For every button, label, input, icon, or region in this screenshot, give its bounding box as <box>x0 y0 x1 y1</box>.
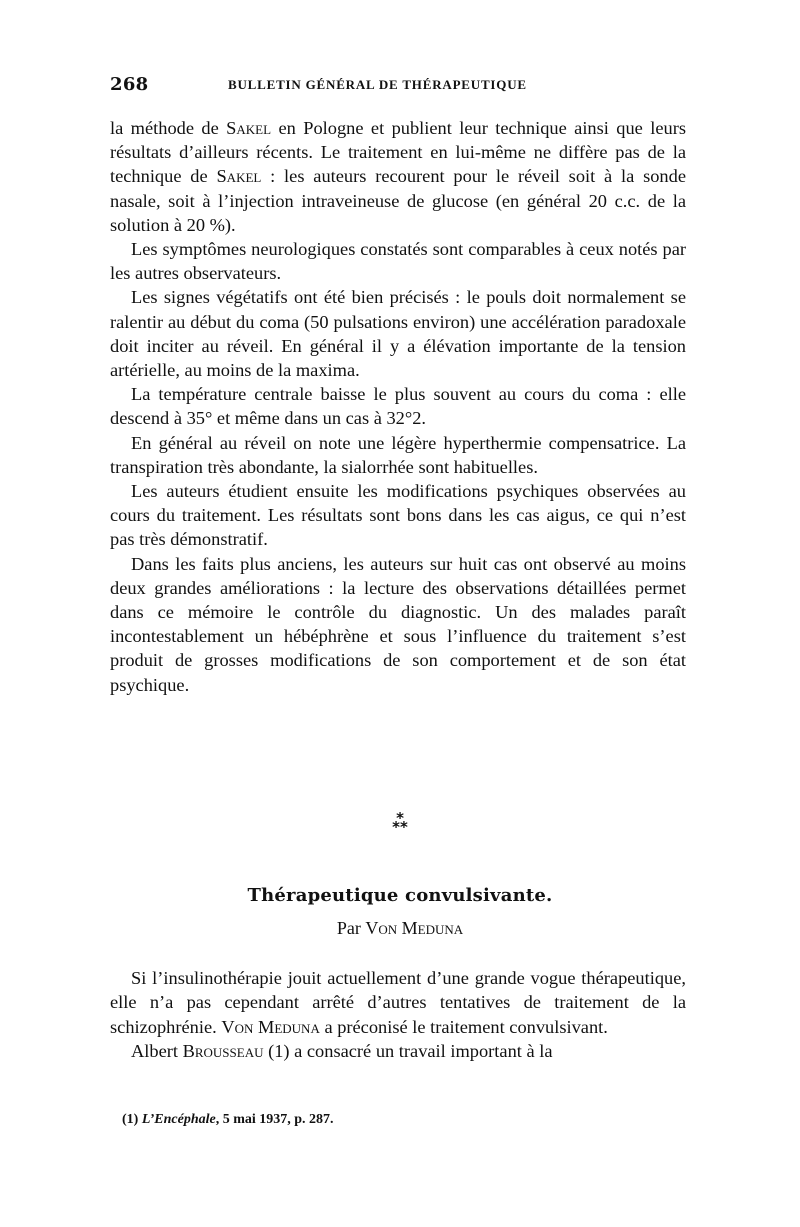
text-span: Albert <box>131 1041 183 1062</box>
section-title: Thérapeutique convulsivante. <box>247 885 553 906</box>
article-body <box>110 116 686 697</box>
author-name: Sakel <box>216 166 262 187</box>
paragraph-5: En général au réveil on note une légère hyperthermie compensatrice. La transpiration très abondante, la sialorrhée sont habituelles. <box>110 432 686 477</box>
footnote-citation: , 5 mai 1937, p. 287. <box>215 1112 334 1127</box>
byline <box>0 918 800 939</box>
author-name: Von Meduna <box>221 1016 320 1037</box>
text-span: la méthode de <box>110 118 227 138</box>
section-body <box>110 966 686 1064</box>
footnote-source: L’Encéphale <box>141 1112 216 1127</box>
text-span: : les auteurs recourent pour le réveil soit à la sonde nasale, soit à l’injection intraveineuse de glucose (en général 20 c.c. de la solution à 20 %). <box>110 166 686 235</box>
paragraph-1 <box>110 116 686 237</box>
byline-author: Von Meduna <box>365 918 464 938</box>
text-span: a préconisé le traitement convulsivant. <box>319 1016 608 1037</box>
text-span: Si l’insulinothérapie jouit actuellement d’une grande vogue thérapeutique, elle n’a pas cependant arrêté d’autres tentatives de traitement de la schizophrénie. <box>110 968 686 1037</box>
paragraph-3: Les signes végétatifs ont été bien précisés : le pouls doit normalement se ralentir au début du coma (50 pulsations environ) une accélération paradoxale doit inciter au réveil. En général il y a élévation importante de la tension artérielle, au moins de la maxima. <box>110 287 686 381</box>
author-name: Brousseau <box>182 1041 264 1062</box>
page-header <box>110 74 690 98</box>
section-separator: * ** <box>392 809 408 836</box>
paragraph-7: Dans les faits plus anciens, les auteurs sur huit cas ont observé au moins deux grandes améliorations : la lecture des observations détaillées permet dans ce mémoire le contrôle du diagnostic. Un des malades paraît incontestablement un hébéphrène et sous l’influence du traitement s’est produit de grosses modifications de son comportement et de son état psychique. <box>110 553 686 695</box>
author-name: Sakel <box>226 118 272 138</box>
paragraph-8 <box>110 966 686 1039</box>
running-head: BULLETIN GÉNÉRAL DE THÉRAPEUTIQUE <box>228 77 527 92</box>
paragraph-4: La température centrale baisse le plus souvent au cours du coma : elle descend à 35° et même dans un cas à 32°2. <box>110 384 686 429</box>
page-number: 268 <box>110 74 149 95</box>
text-span: en Pologne et publient leur technique ainsi que leurs résultats d’ailleurs récents. Le traitement en lui-même ne diffère pas de la technique de <box>110 118 686 187</box>
paragraph-9 <box>110 1039 686 1063</box>
byline-prefix: Par <box>336 918 366 938</box>
text-span: (1) a consacré un travail important à la <box>263 1041 553 1062</box>
paragraph-6: Les auteurs étudient ensuite les modifications psychiques observées au cours du traitement. Les résultats sont bons dans les cas aigus, ce qui n’est pas très démonstratif. <box>110 481 686 550</box>
footnote <box>122 1112 334 1128</box>
footnote-marker: (1) <box>122 1112 142 1127</box>
paragraph-2: Les symptômes neurologiques constatés sont comparables à ceux notés par les autres observateurs. <box>110 239 686 284</box>
